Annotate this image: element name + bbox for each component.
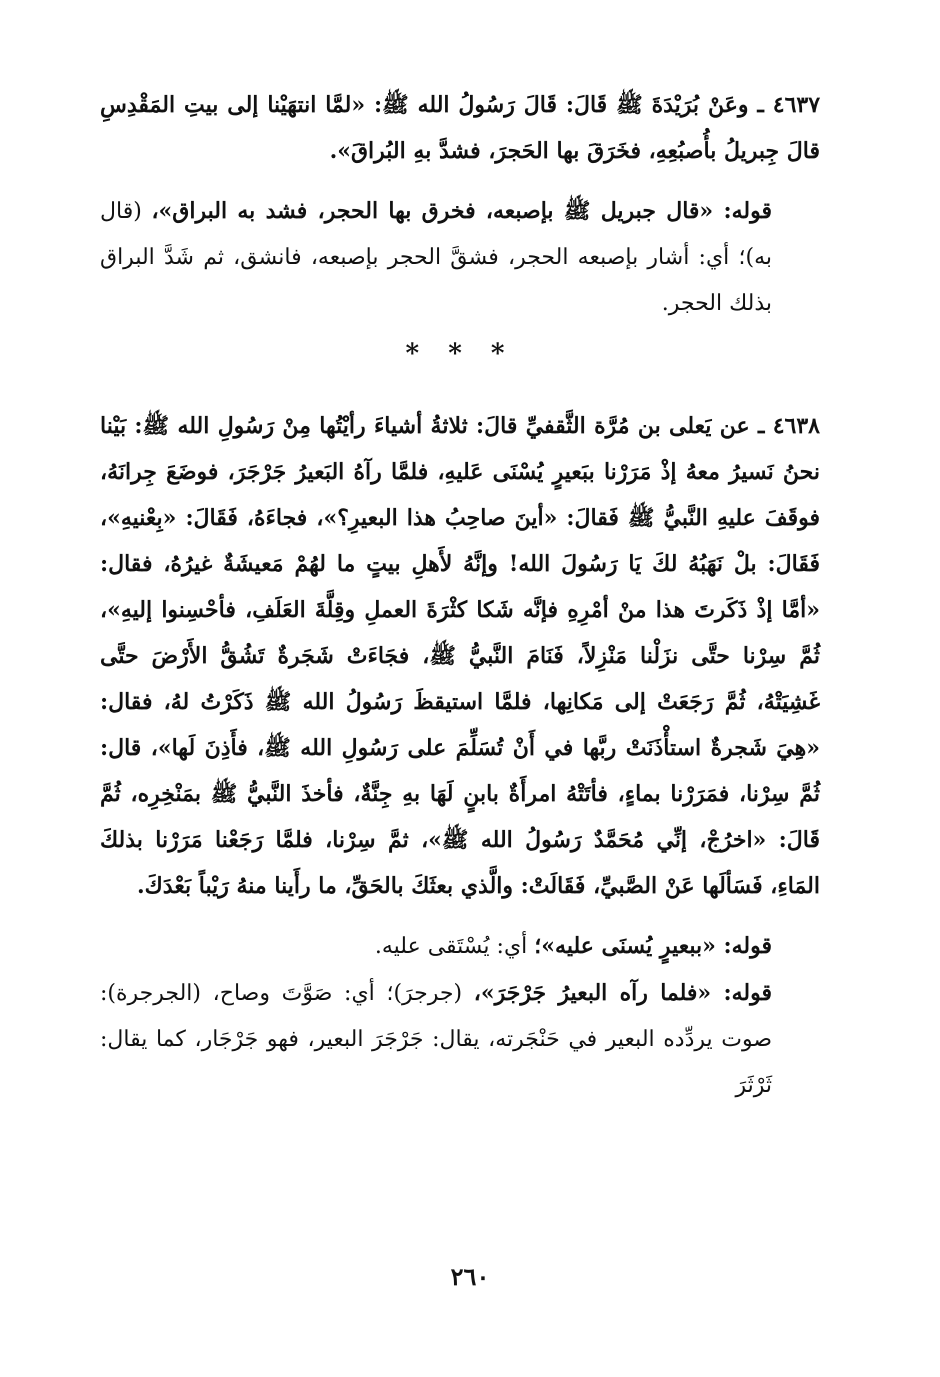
hadith-4638: [100, 403, 820, 909]
hadith-4637-text: ٤٦٣٧ ـ وعَنْ بُرَيْدَةَ ﷺ قَالَ: قَالَ رَسُولُ الله ﷺ: «لمَّا انتهَيْنا إلى بيتِ المَقْدِسِ قالَ جِبريلُ بأُصبُعِهِ، فخَرَقَ بها الحَجرَ، فشدَّ بهِ البُراقَ».: [100, 92, 821, 164]
hadith-4637: [100, 82, 820, 174]
commentary-4637: [100, 188, 820, 327]
commentary-4638-b-lead: قوله: «فلما رآه البعيرُ جَرْجَرَ»،: [473, 980, 772, 1006]
commentary-4637-text: (قال به)؛ أي: أشار بإصبعه الحجر، فشقَّ الحجر بإصبعه، فانشق، ثم شَدَّ البراق بذلك الحجر.: [100, 199, 772, 316]
commentary-4638-b-text: (جرجرَ)؛ أي: صَوَّتَ وصاح، (الجرجرة): صوت يردِّده البعير في حَنْجَرته، يقال: جَرْجَرَ البعير، فهو جَرْجَار، كما يقال: ثَرْثَرَ: [100, 981, 772, 1098]
section-separator: * * *: [405, 339, 515, 369]
hadith-4638-text: ٤٦٣٨ ـ عن يَعلى بن مُرَّة الثَّقفيِّ قالَ: ثلاثةُ أشياءَ رأيْتُها مِنْ رَسُولِ الله ﷺ: بَيْنا نحنُ نَسيرُ معهُ إذْ مَرَرْنا ببَعيرٍ يُسْنَى عَليهِ، فلمَّا رآهُ البَعيرُ جَرْجَرَ، فوضَعَ جِرانَهُ، فوقَفَ عليهِ النَّبيُّ ﷺ فَقالَ: «أينَ صاحِبُ هذا البعيرِ؟»، فجاءَهُ، فَقَالَ: «بِعْنيهِ»، فَقَالَ: بلْ نَهَبُهُ لكَ يَا رَسُولَ الله! وإنَّهُ لأَهلِ بيتٍ ما لهُمْ مَعيشَةٌ غيرُهُ، فقال: «أمَّا إذْ ذَكَرتَ هذا منْ أمْرِهِ فإنَّه شَكا كثْرَةَ العملِ وقِلَّةَ العَلَفِ، فأحْسِنوا إليهِ»، ثُمَّ سِرْنا حتَّى نزَلْنا مَنْزِلاً، فَنَامَ النَّبيُّ ﷺ، فجَاءَتْ شَجَرةٌ تَشُقُّ الأَرْضَ حتَّى غَشِيَتْهُ، ثُمَّ رَجَعَتْ إلى مَكانِها، فلمَّا استيقظَ رَسُولُ الله ﷺ ذَكَرْتُ لهُ، فقال: «هِيَ شَجرةٌ استأْذَنَتْ ربَّها في أَنْ تُسَلِّمَ على رَسُولِ الله ﷺ، فأَذِنَ لَها»، قال: ثُمَّ سِرْنا، فمَرَرْنا بماءٍ، فأتَتْهُ امرأَةٌ بابنٍ لَهَا بهِ جِنَّةٌ، فأخذَ النَّبيُّ ﷺ بمَنْخِرِه، ثُمَّ قَالَ: «اخرُجْ، إنِّي مُحَمَّدٌ رَسُولُ الله ﷺ»، ثمَّ سِرْنا، فلمَّا رَجَعْنا مَرَرْنا بذلكَ المَاءِ، فَسَألَها عَنْ الصَّبيِّ، فَقَالَتْ: والَّذي بعثَكَ بالحَقِّ، ما رأَينا منهُ رَيْباً بَعْدَكَ.: [100, 413, 820, 899]
commentary-4638-a-text: أي: يُسْتَقى عليه.: [374, 934, 535, 959]
commentary-4638-a-lead: قوله: «ببعيرٍ يُسنَى عليه»؛: [534, 933, 772, 959]
spacer: [100, 909, 820, 923]
page-number: ٢٦٠: [450, 1262, 490, 1291]
commentary-4638-a: [100, 923, 820, 970]
page-body: [100, 82, 820, 1109]
spacer: [100, 174, 820, 188]
commentary-4637-lead: قوله: «قال جبريل ﷺ بإصبعه، فخرق بها الحجر، فشد به البراق»،: [151, 198, 772, 224]
commentary-4638-b: [100, 970, 820, 1109]
